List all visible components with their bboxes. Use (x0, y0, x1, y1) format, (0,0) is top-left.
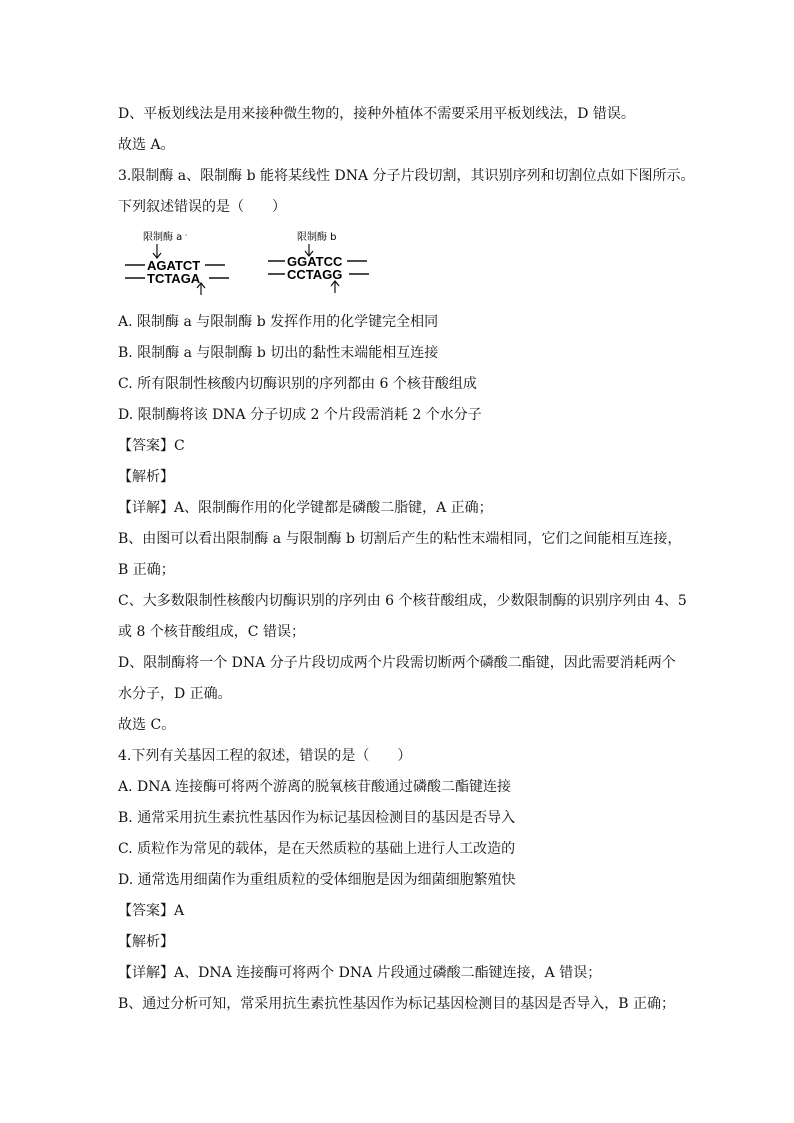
question-3-stem: 下列叙述错误的是（ ） (118, 199, 286, 215)
option-b: B. 通常采用抗生素抗性基因作为标记基因检测目的基因是否导入 (118, 810, 516, 826)
answer-label: 【答案】A (118, 903, 185, 919)
analysis-line: 故选 C。 (118, 717, 176, 733)
analysis-title: 【解析】 (118, 934, 174, 950)
analysis-line: 【详解】A、DNA 连接酶可将两个 DNA 片段通过磷酸二酯键连接，A 错误； (118, 965, 602, 981)
option-d: D. 限制酶将该 DNA 分子切成 2 个片段需消耗 2 个水分子 (118, 407, 482, 423)
option-a: A. DNA 连接酶可将两个游离的脱氧核苷酸通过磷酸二酯键连接 (118, 779, 512, 795)
analysis-title: 【解析】 (118, 469, 174, 485)
analysis-line: C、大多数限制性核酸内切酶识别的序列由 6 个核苷酸组成，少数限制酶的识别序列由 4、5 (118, 593, 687, 609)
text-line: 故选 A。 (118, 137, 175, 153)
option-c: C. 所有限制性核酸内切酶识别的序列都由 6 个核苷酸组成 (118, 376, 477, 392)
enzyme-a-bottom-seq: TCTAGA (147, 271, 201, 286)
answer-label: 【答案】C (118, 438, 185, 454)
question-4-stem: 4.下列有关基因工程的叙述，错误的是（ ） (118, 748, 412, 764)
enzyme-b-top-seq: GGATCC (287, 254, 343, 269)
question-3-stem: 3.限制酶 a、限制酶 b 能将某线性 DNA 分子片段切割，其识别序列和切割位点如下图所示。 (118, 168, 695, 184)
option-c: C. 质粒作为常见的载体，是在天然质粒的基础上进行人工改造的 (118, 841, 516, 857)
analysis-line: 水分子，D 正确。 (118, 686, 232, 702)
enzyme-a-label: 限制酶 a (143, 232, 183, 243)
analysis-line: B、通过分析可知，常采用抗生素抗性基因作为标记基因检测目的基因是否导入，B 正确； (118, 996, 676, 1012)
option-d: D. 通常选用细菌作为重组质粒的受体细胞是因为细菌细胞繁殖快 (118, 872, 516, 888)
text-line: D、平板划线法是用来接种微生物的，接种外植体不需要采用平板划线法，D 错误。 (118, 106, 635, 122)
enzyme-b-bottom-seq: CCTAGG (287, 267, 343, 282)
option-a: A. 限制酶 a 与限制酶 b 发挥作用的化学键完全相同 (118, 314, 439, 330)
enzyme-b-label: 限制酶 b (297, 232, 337, 243)
analysis-line: B、由图可以看出限制酶 a 与限制酶 b 切割后产生的粘性末端相同，它们之间能相互连接， (118, 531, 682, 547)
analysis-line: B 正确； (118, 562, 175, 578)
analysis-line: 【详解】A、限制酶作用的化学键都是磷酸二脂键，A 正确； (118, 500, 493, 516)
option-b: B. 限制酶 a 与限制酶 b 切出的黏性末端能相互连接 (118, 345, 439, 361)
enzyme-a-top-seq: AGATCT (147, 258, 201, 273)
analysis-line: 或 8 个核苷酸组成，C 错误； (118, 624, 305, 640)
restriction-site-figure (125, 227, 385, 297)
analysis-line: D、限制酶将一个 DNA 分子片段切成两个片段需切断两个磷酸二酯键，因此需要消耗两个 (118, 655, 676, 671)
